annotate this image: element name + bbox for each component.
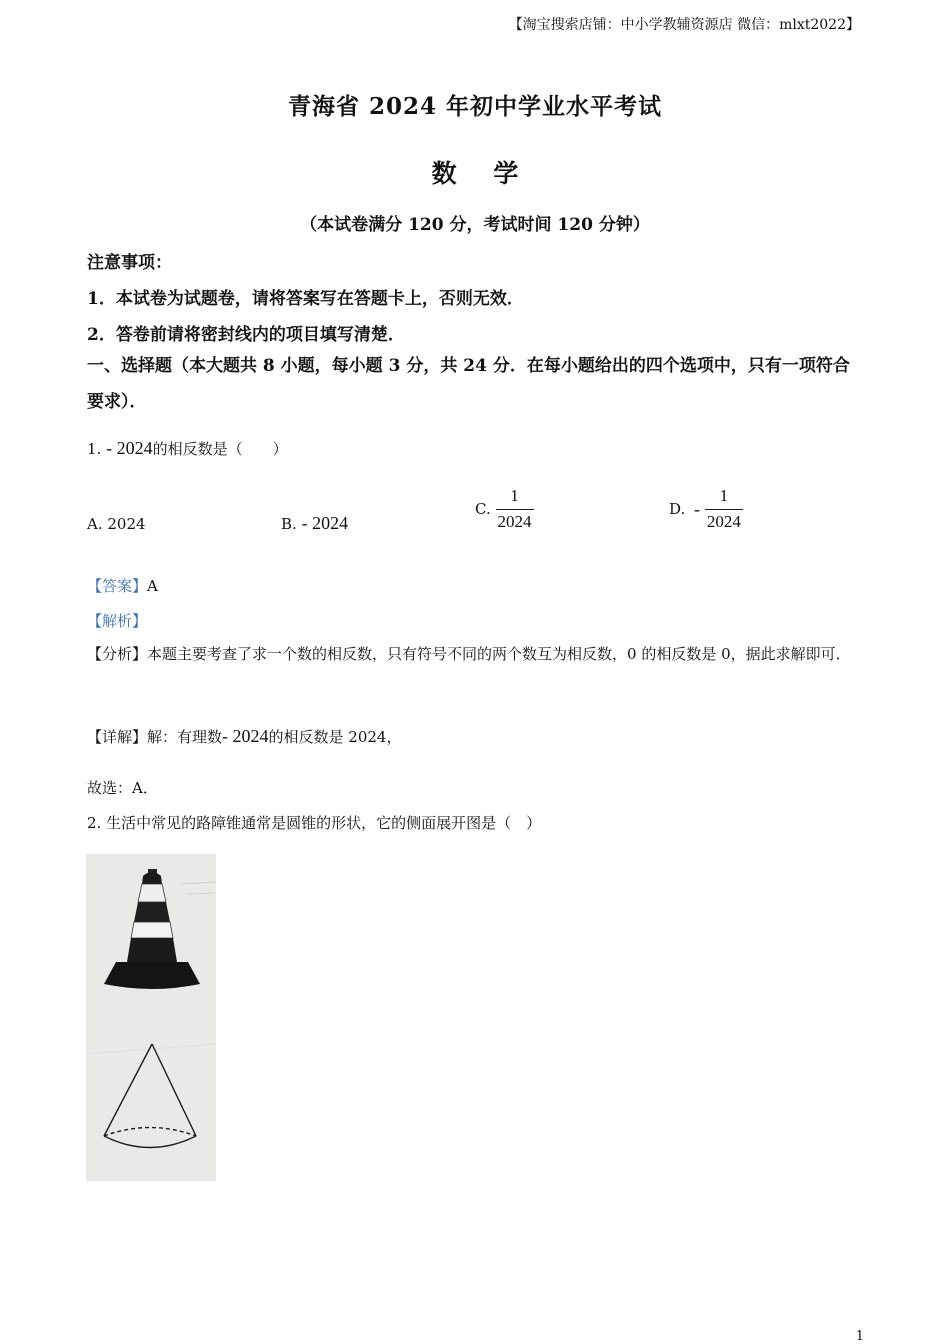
xiangjie-line bbox=[87, 726, 401, 747]
exam-title: 青海省 2024 年初中学业水平考试 bbox=[287, 93, 663, 120]
cone-diagram-icon bbox=[104, 1044, 196, 1148]
answer-line bbox=[87, 575, 158, 596]
analysis-tag: 【解析】 bbox=[87, 612, 148, 630]
option-c-label: C. bbox=[475, 500, 491, 518]
math-expression: - 2024 bbox=[106, 438, 153, 458]
xiangjie-post: 的相反数是 2024， bbox=[268, 728, 402, 746]
fraction-numerator: 1 bbox=[510, 486, 519, 505]
xiangjie-pre: 解：有理数 bbox=[147, 728, 223, 746]
fenxi-paragraph bbox=[87, 636, 865, 672]
question-number: 1. bbox=[87, 440, 102, 458]
score-note: （本试卷满分 120 分，考试时间 120 分钟） bbox=[300, 215, 650, 235]
option-b bbox=[281, 513, 348, 534]
option-b-label: B. bbox=[281, 515, 297, 533]
header-note: 【淘宝搜索店铺：中小学教辅资源店 微信：mlxt2022】 bbox=[508, 17, 860, 33]
question-text: 的相反数是（ ） bbox=[152, 440, 288, 458]
fenxi-text: 本题主要考查了求一个数的相反数，只有符号不同的两个数互为相反数，0 的相反数是 0，据此求解即可． bbox=[147, 645, 851, 663]
question-1 bbox=[87, 438, 288, 459]
answer-tag: 【答案】 bbox=[87, 577, 148, 595]
choose-line: 故选：A． bbox=[87, 779, 158, 797]
section-heading: 一、选择题（本大题共 8 小题，每小题 3 分，共 24 分．在每小题给出的四个选项中，只有一项符合要求）． bbox=[87, 356, 850, 412]
option-d-fraction bbox=[705, 486, 743, 532]
subject-title: 数 学 bbox=[431, 159, 533, 188]
fraction-denominator: 2024 bbox=[496, 509, 534, 532]
traffic-cone-icon bbox=[104, 869, 200, 989]
notice-item-1: 1．本试卷为试题卷，请将答案写在答题卡上，否则无效． bbox=[87, 289, 524, 309]
page-number: 1 bbox=[855, 1329, 864, 1344]
option-d-sign: - bbox=[694, 498, 701, 519]
traffic-cone-photo bbox=[86, 854, 216, 1181]
traffic-cone-figure bbox=[86, 854, 216, 1181]
answer-value: A bbox=[147, 577, 158, 595]
fraction-denominator: 2024 bbox=[705, 509, 743, 532]
option-c bbox=[475, 486, 534, 532]
notice-heading: 注意事项： bbox=[87, 253, 172, 273]
fraction-numerator: 1 bbox=[719, 486, 729, 505]
fenxi-tag: 【分析】 bbox=[87, 645, 148, 663]
question-2: 2. 生活中常见的路障锥通常是圆锥的形状，它的侧面展开图是（ ） bbox=[87, 814, 542, 832]
xiangjie-tag: 【详解】 bbox=[87, 728, 148, 746]
option-c-fraction bbox=[496, 486, 534, 532]
option-b-value: - 2024 bbox=[301, 513, 349, 533]
math-expression: - 2024 bbox=[222, 726, 269, 746]
option-d bbox=[669, 486, 743, 532]
notice-item-2: 2．答卷前请将密封线内的项目填写清楚． bbox=[87, 325, 405, 345]
option-d-label: D. bbox=[669, 500, 686, 518]
option-a: A. 2024 bbox=[87, 515, 146, 533]
